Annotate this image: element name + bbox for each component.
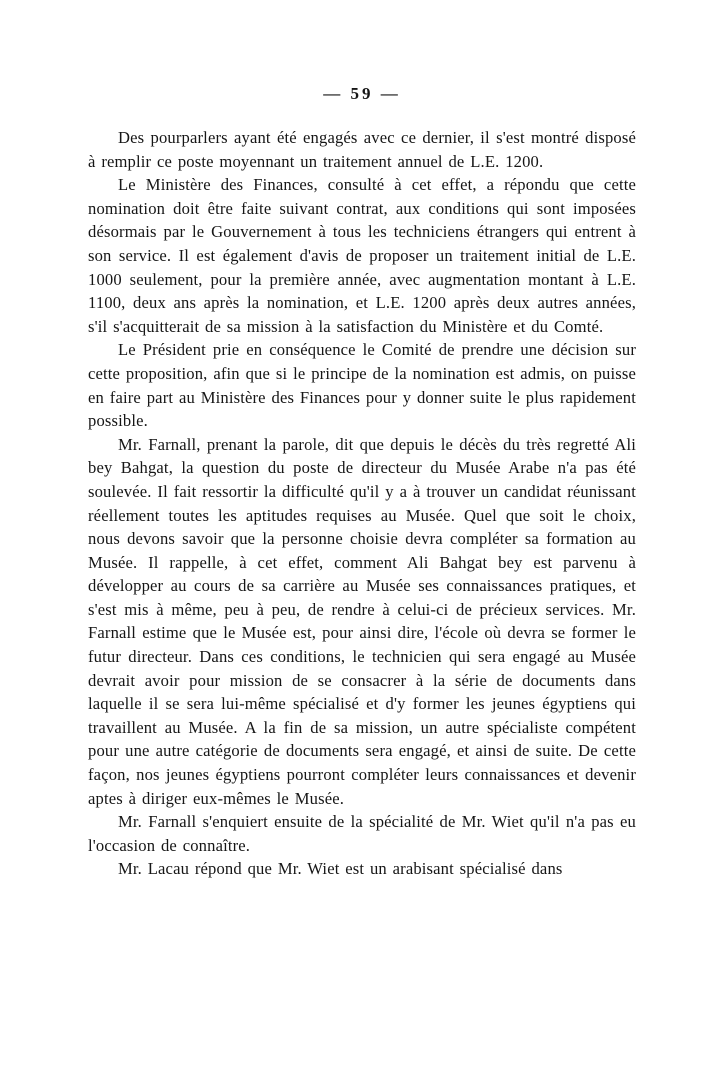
paragraph: Mr. Lacau répond que Mr. Wiet est un arabisant spécialisé dans [118,859,563,879]
paragraph: Le Président prie en conséquence le Comité de prendre une décision sur cette proposition, afin que si le principe de la nomination est admis, on puisse en faire part au Ministère des Finances pour y donner suite le plus rapidement possible. [88,340,636,431]
paragraph: Mr. Farnall s'enquiert ensuite de la spécialité de Mr. Wiet qu'il n'a pas eu l'occasion de connaître. [88,812,636,855]
paragraph: Des pourparlers ayant été engagés avec ce dernier, il s'est montré disposé à remplir ce poste moyennant un traitement annuel de L.E. 1200. [88,128,636,171]
page-body [88,126,636,881]
paragraph: Mr. Farnall, prenant la parole, dit que depuis le décès du très regretté Ali bey Bahgat, la question du poste de directeur du Musée Arabe n'a pas été soulevée. Il fait ressortir la difficulté qu'il y a à trouver un candidat réunissant réellement toutes les aptitudes requises au Musée. Quel que soit le choix, nous devons savoir que la personne choisie devra compléter sa formation au Musée. Il rappelle, à cet effet, comment Ali Bahgat bey est parvenu à développer au cours de sa carrière au Musée ses connaissances pratiques, et s'est mis à même, peu à peu, de rendre à celui-ci de précieux services. Mr. Farnall estime que le Musée est, pour ainsi dire, l'école où devra se former le futur directeur. Dans ces conditions, le technicien qui sera engagé au Musée devrait avoir pour mission de se consacrer à la série de documents dans laquelle il se sera lui-même spécialisé et d'y former les jeunes égyptiens qui travaillent au Musée. A la fin de sa mission, un autre spécialiste compétent pour une autre catégorie de documents sera engagé, et ainsi de suite. De cette façon, nos jeunes égyptiens pourront compléter leurs connaissances et devenir aptes à diriger eux-mêmes le Musée. [88,434,636,808]
paragraph: Le Ministère des Finances, consulté à cet effet, a répondu que cette nomination doit être faite suivant contrat, aux conditions qui sont imposées désormais par le Gouvernement à tous les techniciens étrangers qui entrent à son service. Il est également d'avis de proposer un traitement initial de L.E. 1000 seulement, pour la première année, avec augmentation montant à L.E. 1100, deux ans après la nomination, et L.E. 1200 après deux autres années, s'il s'acquitterait de sa mission à la satisfaction du Ministère et du Comté. [88,175,636,336]
page-number: — 59 — [323,84,401,103]
